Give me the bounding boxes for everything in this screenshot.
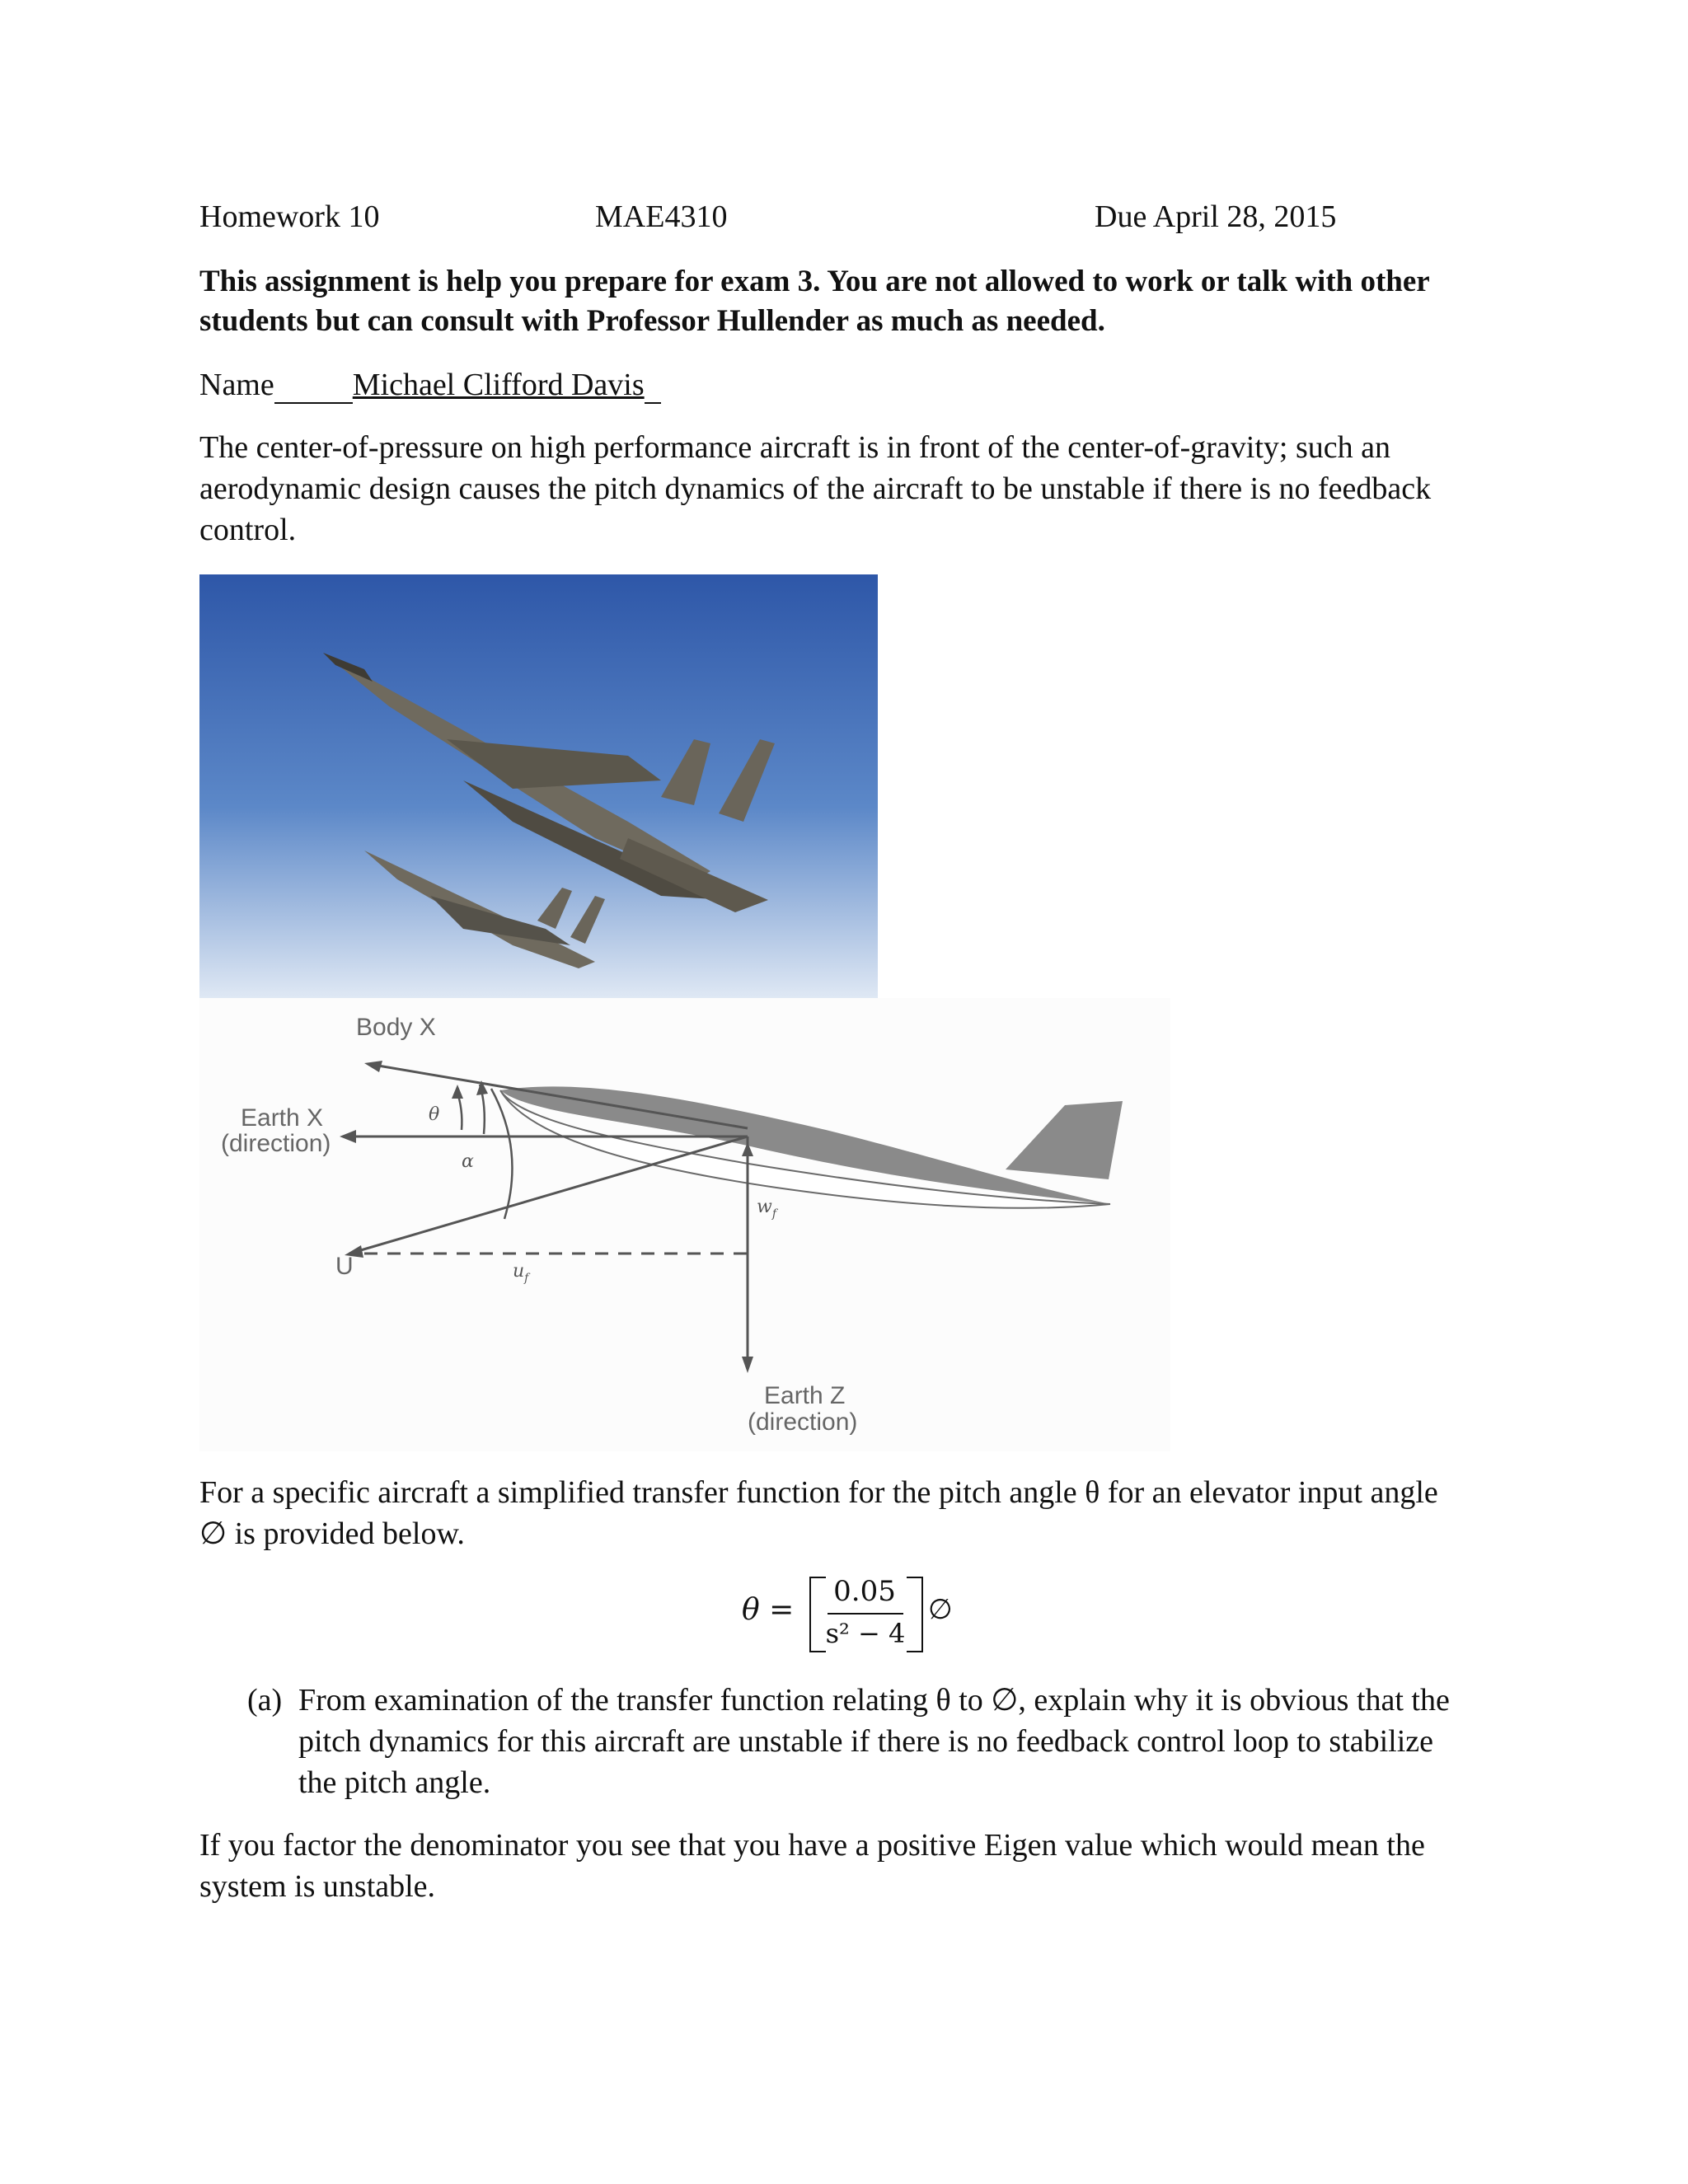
label-U: U	[335, 1253, 354, 1280]
equation-lhs: θ =	[742, 1593, 795, 1627]
transfer-function-intro: For a specific aircraft a simplified transfer function for the pitch angle θ for an elevator input angle ∅ is provided below.	[199, 1475, 1438, 1551]
aircraft-photo	[199, 574, 878, 998]
intro-paragraph: The center-of-pressure on high performance aircraft is in front of the center-of-gravity; such an aerodynamic design causes the pitch dynamics of the aircraft to be unstable if there is no feedback control.	[199, 430, 1432, 547]
label-body-x: Body X	[356, 1014, 436, 1041]
name-label: Name	[199, 368, 274, 402]
name-value: Michael Clifford Davis	[352, 368, 645, 402]
equation-numerator: 0.05	[833, 1575, 896, 1608]
question-a-text: From examination of the transfer function relating θ to ∅, explain why it is obvious that the pitch dynamics for this aircraft are unstable if there is no feedback control loop to stabilize the pitch angle.	[298, 1683, 1450, 1800]
answer-a: If you factor the denominator you see that you have a positive Eigen value which would mean the system is unstable.	[199, 1828, 1425, 1904]
equation-rhs: ∅	[928, 1593, 953, 1626]
label-earth-z-direction: (direction)	[748, 1408, 858, 1436]
instructions: This assignment is help you prepare for exam 3. You are not allowed to work or talk with other students but can consult with Professor Hullender as much as needed.	[199, 265, 1430, 338]
name-line	[199, 366, 661, 404]
pitch-diagram	[199, 998, 1170, 1451]
label-earth-x-direction: (direction)	[221, 1130, 331, 1157]
label-theta: θ	[429, 1104, 440, 1125]
question-a-marker: (a)	[247, 1683, 283, 1718]
label-earth-z: Earth Z	[764, 1382, 846, 1409]
label-wf: $w_f$	[757, 1197, 777, 1221]
label-earth-x: Earth X	[241, 1104, 324, 1132]
header-course: MAE4310	[595, 199, 728, 234]
label-alpha: α	[462, 1151, 474, 1172]
header-due-date: Due April 28, 2015	[1095, 199, 1337, 234]
transfer-function-equation	[742, 1570, 956, 1661]
header-homework: Homework 10	[199, 199, 380, 234]
equation-denominator: s² − 4	[825, 1618, 906, 1649]
label-uf: $u_f$	[513, 1261, 529, 1285]
